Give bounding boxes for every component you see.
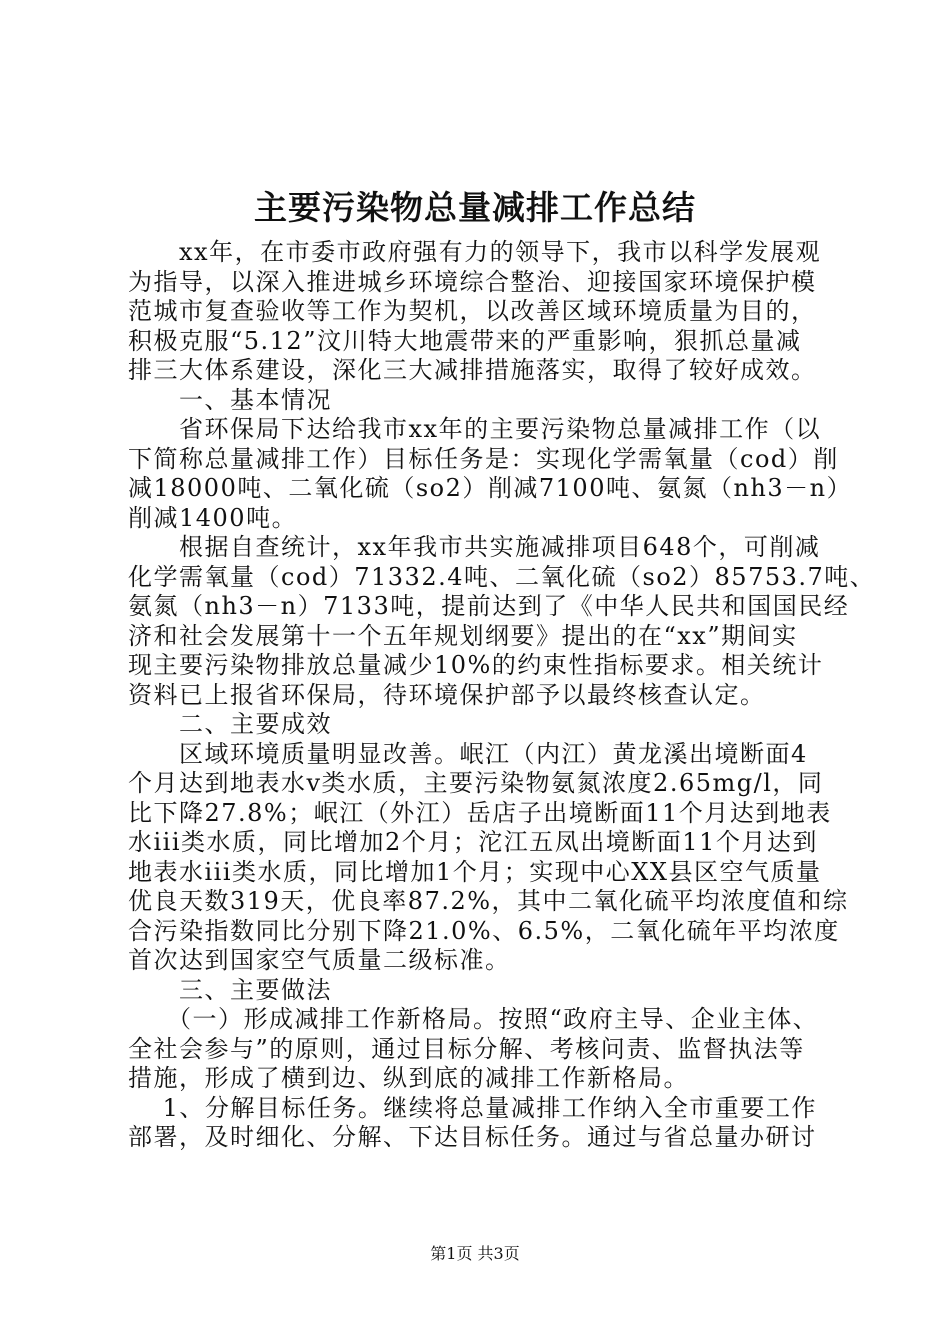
document-title: 主要污染物总量减排工作总结: [254, 188, 696, 227]
text-line: 削减1400吨。: [128, 503, 298, 532]
text-line: 下简称总量减排工作）目标任务是：实现化学需氧量（cod）削: [128, 444, 839, 473]
text-line: 个月达到地表水v类水质，主要污染物氨氮浓度2.65mg/l，同: [128, 769, 824, 797]
text-line: 三、主要做法: [128, 975, 332, 1004]
document-body: [128, 238, 876, 1153]
text-line: 省环保局下达给我市xx年的主要污染物总量减排工作（以: [128, 415, 822, 443]
text-line: 优良天数319天，优良率87.2%，其中二氧化硫平均浓度值和综: [128, 887, 849, 915]
text-line: 排三大体系建设，深化三大减排措施落实，取得了较好成效。: [128, 356, 817, 384]
text-line: 二、主要成效: [128, 710, 332, 738]
text-line: 部署，及时细化、分解、下达目标任务。通过与省总量办研讨: [128, 1123, 817, 1151]
text-line: 积极克服“5.12”汶川特大地震带来的严重影响，狠抓总量减: [128, 326, 802, 355]
text-line: 合污染指数同比分别下降21.0%、6.5%，二氧化硫年平均浓度: [128, 916, 840, 945]
text-line: 减18000吨、二氧化硫（so2）削减7100吨、氨氮（nh3－n）: [128, 474, 853, 502]
text-line: 一、基本情况: [128, 385, 332, 414]
text-line: 济和社会发展第十一个五年规划纲要》提出的在“xx”期间实: [128, 621, 798, 650]
text-line: 措施，形成了横到边、纵到底的减排工作新格局。: [128, 1064, 689, 1092]
text-line: 根据自查统计，xx年我市共实施减排项目648个，可削减: [128, 533, 821, 561]
text-line: 全社会参与”的原则，通过目标分解、考核问责、监督执法等: [128, 1034, 805, 1063]
page-footer: 第1页 共3页: [430, 1244, 520, 1263]
text-line: 水iii类水质，同比增加2个月；沱江五凤出境断面11个月达到: [128, 828, 818, 856]
text-line: xx年，在市委市政府强有力的领导下，我市以科学发展观: [128, 238, 822, 266]
text-line: 氨氮（nh3－n）7133吨，提前达到了《中华人民共和国国民经: [128, 592, 850, 620]
text-line: 范城市复查验收等工作为契机，以改善区域环境质量为目的，: [128, 297, 817, 325]
text-line: 现主要污染物排放总量减少10%的约束性指标要求。相关统计: [128, 651, 824, 679]
text-line: 1、分解目标任务。继续将总量减排工作纳入全市重要工作: [128, 1093, 817, 1122]
text-line: 为指导，以深入推进城乡环境综合整治、迎接国家环境保护模: [128, 267, 817, 296]
text-line: 比下降27.8%；岷江（外江）岳店子出境断面11个月达到地表: [128, 798, 832, 827]
text-line: 首次达到国家空气质量二级标准。: [128, 946, 511, 974]
text-line: 地表水iii类水质，同比增加1个月；实现中心XX县区空气质量: [128, 857, 822, 886]
text-line: 区域环境质量明显改善。岷江（内江）黄龙溪出境断面4: [128, 739, 808, 768]
text-line: （一）形成减排工作新格局。按照“政府主导、企业主体、: [128, 1005, 819, 1033]
text-line: 资料已上报省环保局，待环境保护部予以最终核查认定。: [128, 680, 766, 709]
text-line: 化学需氧量（cod）71332.4吨、二氧化硫（so2）85753.7吨、: [128, 562, 876, 591]
